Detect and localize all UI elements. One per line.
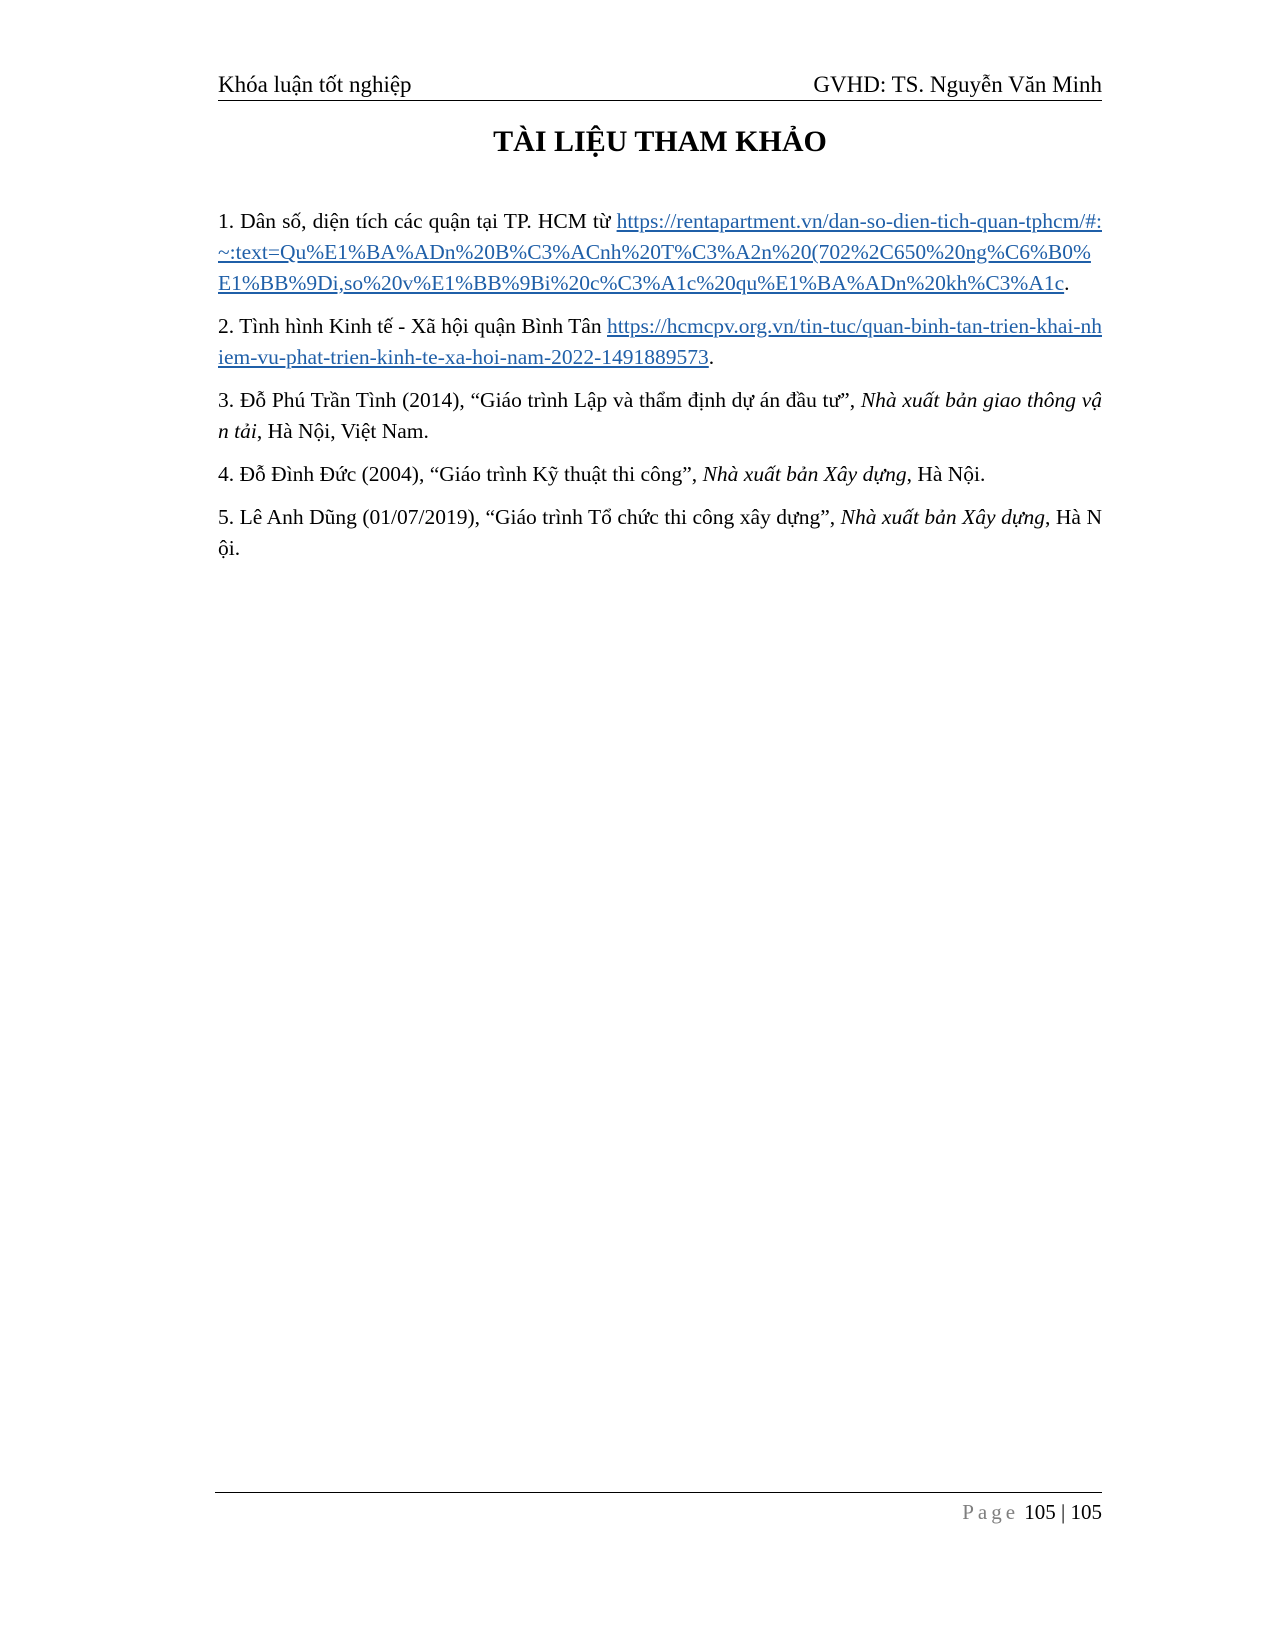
reference-text: 2. Tình hình Kinh tế - Xã hội quận Bình Tân	[218, 314, 608, 338]
reference-list	[218, 206, 1102, 576]
reference-item-5	[218, 502, 1102, 564]
reference-item-1	[218, 206, 1102, 299]
header-divider	[218, 100, 1102, 101]
reference-tail: .	[708, 345, 715, 369]
reference-publisher: Nhà xuất bản giao thông vận tải	[218, 388, 1102, 443]
reference-text: 3. Đỗ Phú Trần Tình (2014), “Giáo trình Lập và thẩm định dự án đầu tư”,	[218, 388, 861, 412]
page-footer	[215, 1498, 1102, 1526]
reference-item-3	[218, 385, 1102, 447]
reference-item-2	[218, 311, 1102, 373]
page-label: Page	[962, 1500, 1020, 1524]
reference-text: 1. Dân số, diện tích các quận tại TP. HCM từ	[218, 209, 617, 233]
reference-text: 5. Lê Anh Dũng (01/07/2019), “Giáo trình Tổ chức thi công xây dựng”,	[218, 505, 841, 529]
reference-tail: , Hà Nội.	[218, 505, 1102, 560]
reference-item-4	[218, 459, 1102, 490]
page-number: 105 | 105	[1024, 1500, 1102, 1524]
reference-link[interactable]: https://rentapartment.vn/dan-so-dien-tich-quan-tphcm/#:~:text=Qu%E1%BA%ADn%20B%C3%ACnh%20T%C3%A2n%20(702%2C650%20ng%C6%B0%E1%BB%9Di,so%20v%E1%BB%9Bi%20c%C3%A1c%20qu%E1%BA%ADn%20kh%C3%A1c	[218, 209, 1102, 295]
header-supervisor: GVHD: TS. Nguyễn Văn Minh	[813, 72, 1102, 97]
footer-divider	[215, 1492, 1102, 1493]
page-header	[218, 70, 1102, 100]
reference-link[interactable]: https://hcmcpv.org.vn/tin-tuc/quan-binh-tan-trien-khai-nhiem-vu-phat-trien-kinh-te-xa-hoi-nam-2022-1491889573	[218, 314, 1102, 369]
page-title: TÀI LIỆU THAM KHẢO	[493, 125, 827, 158]
reference-publisher: Nhà xuất bản Xây dựng	[840, 505, 1046, 529]
reference-publisher: Nhà xuất bản Xây dựng	[702, 462, 907, 486]
reference-text: 4. Đỗ Đình Đức (2004), “Giáo trình Kỹ thuật thi công”,	[218, 462, 703, 486]
reference-tail: , Hà Nội, Việt Nam.	[256, 419, 429, 443]
header-document-type: Khóa luận tốt nghiệp	[218, 72, 412, 97]
reference-tail: .	[1064, 271, 1070, 295]
reference-tail: , Hà Nội.	[906, 462, 986, 486]
